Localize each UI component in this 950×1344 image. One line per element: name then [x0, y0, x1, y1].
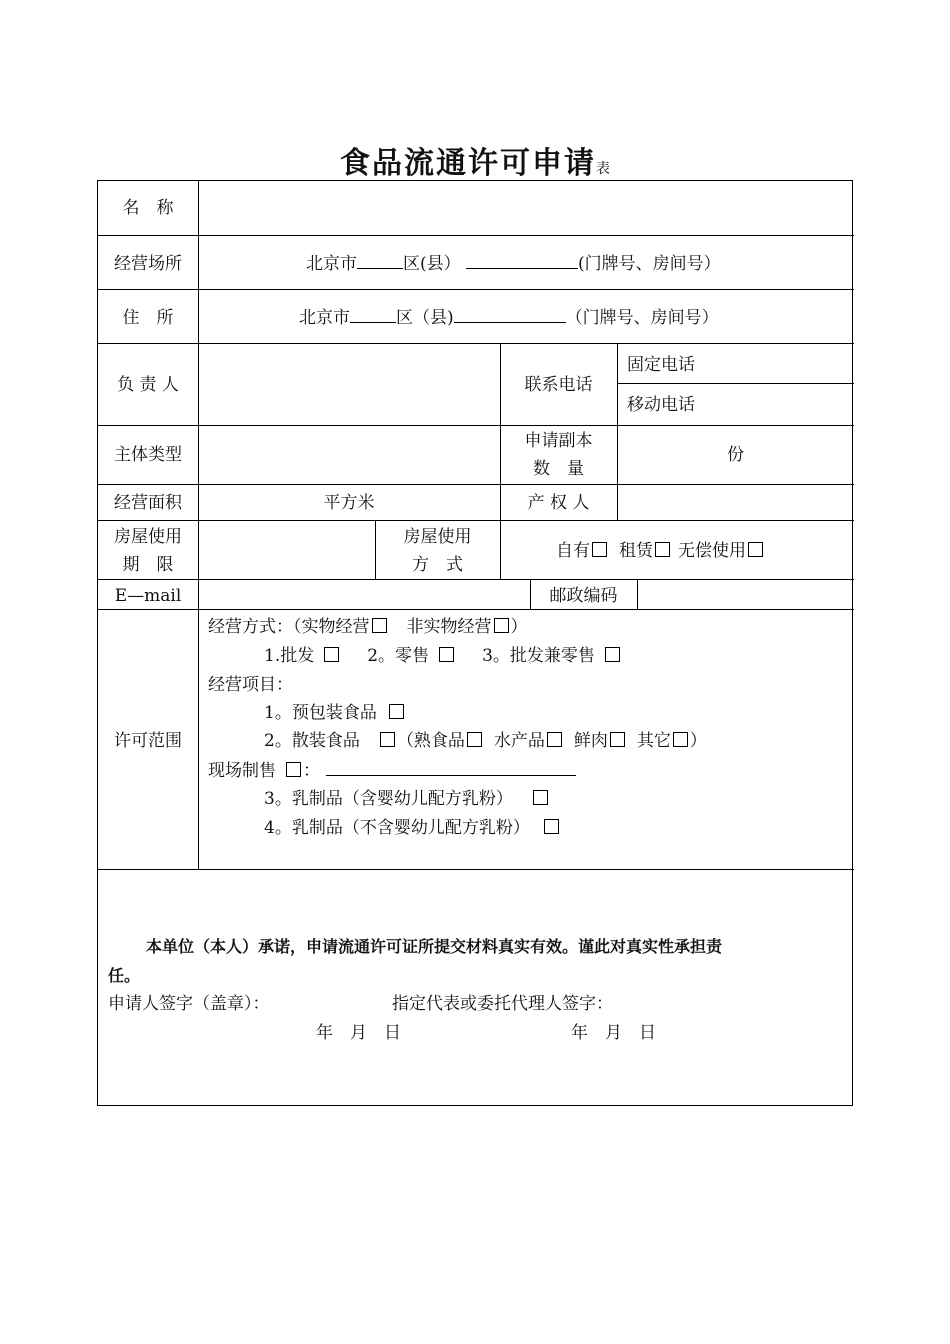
business-site-label: 经营场所 [114, 254, 182, 274]
fresh-meat-label: 鲜肉 [573, 731, 608, 751]
business-site-address [306, 250, 721, 278]
business-site-city: 北京市 [306, 254, 357, 274]
onsite-production-colon: ： [303, 761, 320, 781]
house-term-label-line2: 期 限 [122, 555, 174, 575]
property-owner-label: 产 权 人 [527, 493, 590, 513]
lease-checkbox[interactable] [655, 542, 670, 557]
postcode-label: 邮政编码 [549, 586, 618, 606]
agent-signature-label: 指定代表或委托代理人签字： [392, 994, 613, 1014]
wholesale-retail-checkbox[interactable] [605, 647, 620, 662]
form-title-suffix: 表 [596, 161, 610, 177]
email-label: E—mail [114, 586, 182, 606]
pledge-text-line2: 任。 [108, 966, 141, 985]
application-form-table [97, 180, 853, 1106]
wholesale-label: 1.批发 [264, 646, 315, 666]
free-use-option-label: 无偿使用 [678, 541, 746, 561]
fresh-meat-checkbox[interactable] [610, 732, 625, 747]
onsite-production-label: 现场制售 [208, 761, 276, 781]
lease-option-label: 租赁 [619, 541, 653, 561]
retail-checkbox[interactable] [439, 647, 454, 662]
other-label: 其它 [636, 731, 671, 751]
bulk-food-line [264, 727, 707, 755]
name-label: 名 称 [122, 198, 174, 218]
business-site-suffix: (门牌号、房间号） [578, 254, 721, 274]
wholesale-checkbox[interactable] [324, 647, 339, 662]
retail-label: 2。零售 [367, 646, 430, 666]
dairy-without-infant-formula-checkbox[interactable] [544, 819, 559, 834]
sales-type-line [264, 642, 622, 670]
entity-type-label: 主体类型 [114, 445, 182, 465]
applicant-date: 年 月 日 [316, 1023, 401, 1043]
own-option-label: 自有 [556, 541, 590, 561]
pledge-text-line1: 本单位（本人）承诺，申请流通许可证所提交材料真实有效。谨此对真实性承担责 [146, 937, 723, 956]
onsite-production-blank[interactable] [326, 757, 576, 776]
copies-label-line1: 申请副本 [524, 431, 593, 451]
dairy-without-infant-formula-label: 4。乳制品（不含婴幼儿配方乳粉） [264, 818, 530, 838]
fixed-phone-label: 固定电话 [627, 355, 695, 375]
house-mode-label-line2: 方 式 [412, 555, 463, 575]
prepackaged-food-label: 1。预包装食品 [264, 703, 377, 723]
applicant-signature-label: 申请人签字（盖章）： [108, 994, 270, 1014]
aquatic-products-checkbox[interactable] [547, 732, 562, 747]
copies-unit: 份 [727, 445, 744, 465]
area-label: 经营面积 [114, 493, 182, 513]
house-term-label-line1: 房屋使用 [114, 527, 182, 547]
dairy-with-infant-formula-label: 3。乳制品（含婴幼儿配方乳粉） [264, 789, 513, 809]
residence-street-blank[interactable] [454, 304, 566, 323]
physical-operation-checkbox[interactable] [372, 618, 387, 633]
residence-district: 区（县) [396, 308, 454, 328]
bulk-food-close: ） [689, 731, 707, 751]
business-items-label: 经营项目： [208, 675, 293, 695]
form-title-main: 食品流通许可申请 [340, 146, 596, 181]
other-checkbox[interactable] [673, 732, 688, 747]
free-use-checkbox[interactable] [748, 542, 763, 557]
bulk-food-label: 2。散装食品 [264, 731, 360, 751]
form-title [0, 138, 950, 182]
dairy-with-infant-formula-checkbox[interactable] [533, 790, 548, 805]
house-mode-label-line1: 房屋使用 [403, 527, 472, 547]
non-physical-operation-label: 非实物经营 [406, 617, 492, 637]
dairy-no-infant-line [264, 814, 561, 842]
non-physical-operation-checkbox[interactable] [494, 618, 509, 633]
bulk-food-checkbox[interactable] [380, 732, 395, 747]
residence-suffix: （门牌号、房间号） [565, 308, 719, 328]
scope-label: 许可范围 [114, 731, 182, 751]
area-unit: 平方米 [323, 493, 375, 513]
residence-city: 北京市 [299, 308, 350, 328]
business-site-district-blank[interactable] [357, 250, 403, 269]
onsite-production-line [208, 757, 576, 785]
residence-address [299, 304, 719, 332]
agent-date: 年 月 日 [571, 1023, 656, 1043]
physical-operation-label: 经营方式：（实物经营 [208, 617, 370, 637]
contact-phone-label: 联系电话 [524, 375, 593, 395]
dairy-infant-line [264, 785, 550, 813]
house-mode-options [556, 537, 765, 565]
business-mode-line [208, 613, 528, 641]
wholesale-retail-label: 3。批发兼零售 [482, 646, 595, 666]
business-site-street-blank[interactable] [466, 250, 578, 269]
business-site-district: 区(县） [403, 254, 461, 274]
residence-label: 住 所 [122, 308, 174, 328]
mobile-phone-label: 移动电话 [627, 395, 695, 415]
person-in-charge-label: 负 责 人 [117, 375, 179, 395]
prepackaged-food-line [264, 699, 406, 727]
business-mode-close: ） [510, 617, 528, 637]
onsite-production-checkbox[interactable] [286, 762, 301, 777]
cooked-food-label: （熟食品 [396, 731, 465, 751]
name-field[interactable] [199, 181, 853, 235]
aquatic-products-label: 水产品 [493, 731, 545, 751]
cooked-food-checkbox[interactable] [467, 732, 482, 747]
copies-label-line2: 数 量 [533, 459, 584, 479]
residence-district-blank[interactable] [350, 304, 396, 323]
prepackaged-food-checkbox[interactable] [389, 704, 404, 719]
own-checkbox[interactable] [592, 542, 607, 557]
